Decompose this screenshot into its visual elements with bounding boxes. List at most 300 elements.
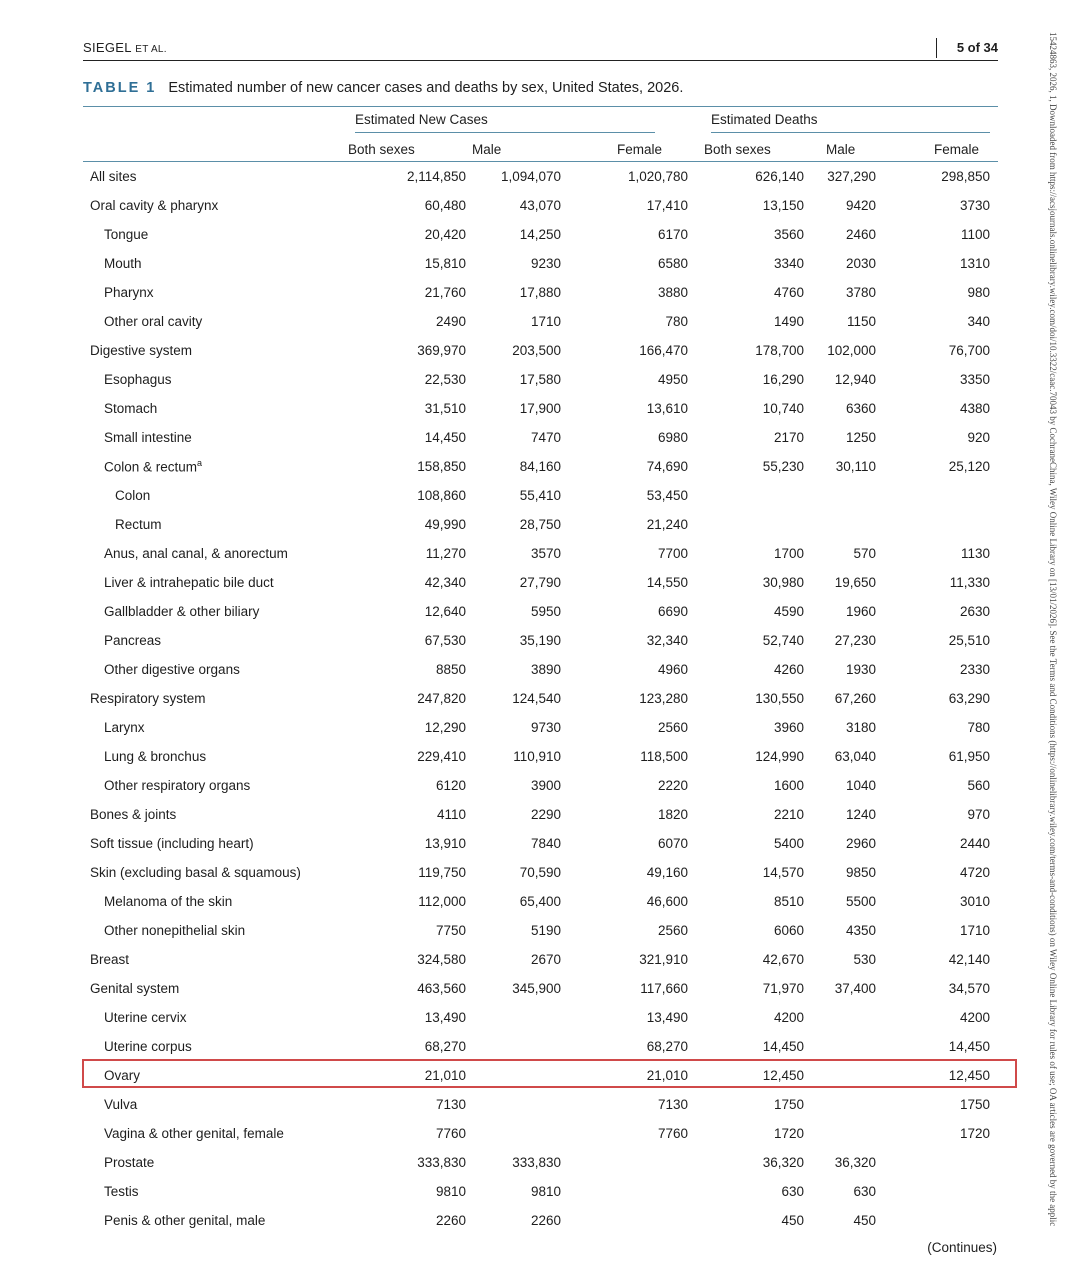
cell-value: 74,690 [646,459,688,474]
row-label: Pancreas [104,633,162,648]
cell-value [898,1177,998,1206]
cell-value: 1710 [959,923,990,938]
table-row [83,684,998,713]
row-label: Soft tissue (including heart) [90,836,254,851]
table-row [83,510,998,539]
cell-value: 55,410 [519,488,561,503]
cell-value: 7130 [657,1097,688,1112]
cell-value: 3010 [959,894,990,909]
cell-value: 13,150 [762,198,804,213]
cell-value: 3960 [773,720,804,735]
cell-value: 52,740 [762,633,804,648]
table-row [83,1119,998,1148]
table-row [83,539,998,568]
cell-value [561,1206,704,1235]
cell-value: 4950 [657,372,688,387]
cell-value: 25,510 [948,633,990,648]
cell-value: 7750 [435,923,466,938]
cell-value: 3180 [845,720,876,735]
cell-value: 60,480 [424,198,466,213]
row-label: Esophagus [104,372,172,387]
row-label: Vagina & other genital, female [104,1126,284,1141]
row-label: Lung & bronchus [104,749,207,764]
cell-value [466,1032,561,1061]
cell-value: 166,470 [639,343,688,358]
cell-value: 63,290 [948,691,990,706]
cell-value: 1720 [773,1126,804,1141]
row-label: Prostate [104,1155,155,1170]
table-row [83,829,998,858]
cell-value [466,1090,561,1119]
cell-value: 324,580 [417,952,466,967]
cell-value: 61,950 [948,749,990,764]
cell-value: 17,580 [519,372,561,387]
cell-value: 13,490 [646,1010,688,1025]
cell-value: 1150 [846,314,876,329]
table-row [83,916,998,945]
cell-value [804,481,898,510]
cell-value: 4380 [959,401,990,416]
cell-value: 12,450 [762,1068,804,1083]
cell-value: 119,750 [418,865,466,880]
column-header-row [83,137,998,162]
cell-value: 63,040 [834,749,876,764]
cell-value: 6120 [435,778,466,793]
table-row [83,858,998,887]
cell-value: 43,070 [519,198,561,213]
cell-value: 27,790 [519,575,561,590]
table-row [83,278,998,307]
cell-value: 3730 [959,198,990,213]
cell-value: 1750 [959,1097,990,1112]
cell-value [804,1003,898,1032]
continues-note: (Continues) [927,1240,997,1255]
row-label: Genital system [90,981,180,996]
table-label: TABLE 1 [83,80,157,96]
cell-value: 8850 [435,662,466,677]
group-header-deaths: Estimated Deaths [711,112,990,133]
column-header-site [83,137,348,162]
cell-value: 630 [781,1184,804,1199]
cell-value: 1040 [845,778,876,793]
cell-value: 9810 [435,1184,466,1199]
cell-value: 14,450 [948,1039,990,1054]
row-label: Pharynx [104,285,154,300]
cell-value: 9850 [845,865,876,880]
cell-value: 1720 [959,1126,990,1141]
cell-value: 2170 [773,430,804,445]
cell-value [704,510,804,539]
cell-value: 17,880 [519,285,561,300]
cell-value [561,1148,704,1177]
cell-value: 1930 [845,662,876,677]
cell-value: 110,910 [513,749,561,764]
cell-value: 11,330 [949,575,990,590]
row-label: Respiratory system [90,691,206,706]
cell-value: 8510 [773,894,804,909]
cell-value [898,1206,998,1235]
cell-value: 5190 [530,923,561,938]
cell-value: 333,830 [512,1155,561,1170]
cell-value: 32,340 [646,633,688,648]
cell-value: 130,550 [755,691,804,706]
cell-value: 13,910 [424,836,466,851]
cell-value: 1250 [845,430,876,445]
table-row [83,887,998,916]
cell-value: 450 [781,1213,804,1228]
running-author: SIEGEL ET AL. [83,40,167,55]
cell-value: 4200 [959,1010,990,1025]
row-label: Colon & rectum$^a$ [104,458,203,475]
cell-value: 36,320 [762,1155,804,1170]
cell-value: 2260 [530,1213,561,1228]
cell-value: 12,450 [948,1068,990,1083]
cell-value [898,1148,998,1177]
row-label: Other oral cavity [104,314,203,329]
cell-value: 1,020,780 [627,169,688,184]
cell-value: 6070 [657,836,688,851]
cell-value: 102,000 [827,343,876,358]
table-row [83,452,998,481]
cell-value [466,1003,561,1032]
cell-value: 158,850 [417,459,466,474]
row-label: Anus, anal canal, & anorectum [104,546,288,561]
cell-value: 14,570 [762,865,804,880]
cell-value: 4260 [773,662,804,677]
cell-value: 2670 [530,952,561,967]
table-row [83,945,998,974]
table-row [83,974,998,1003]
cell-value: 2,114,850 [406,169,466,184]
row-label: Mouth [104,256,142,271]
row-label: Breast [90,952,130,967]
cell-value: 340 [967,314,990,329]
table-row [83,1206,998,1235]
cell-value: 6980 [657,430,688,445]
cell-value: 3560 [773,227,804,242]
cell-value: 11,270 [425,546,466,561]
table-row [83,713,998,742]
cell-value: 36,320 [834,1155,876,1170]
cell-value: 118,500 [640,749,688,764]
column-header-cases-both: Both sexes [348,137,466,162]
cell-value: 780 [967,720,990,735]
cell-value: 124,540 [512,691,561,706]
page-number: 5 of 34 [936,38,998,58]
cell-value: 117,660 [640,981,688,996]
cell-value: 463,560 [417,981,466,996]
cell-value: 9730 [530,720,561,735]
cell-value: 327,290 [827,169,876,184]
cell-value: 7470 [530,430,561,445]
cell-value [561,1177,704,1206]
row-label: Small intestine [104,430,192,445]
cell-value [804,1032,898,1061]
cell-value: 21,240 [646,517,688,532]
row-label: Uterine corpus [104,1039,192,1054]
table-row [83,626,998,655]
cell-value: 14,550 [646,575,688,590]
cell-value: 16,290 [762,372,804,387]
cell-value: 123,280 [639,691,688,706]
cell-value: 7130 [435,1097,466,1112]
cell-value [898,510,998,539]
cell-value: 2290 [530,807,561,822]
cell-value: 780 [665,314,688,329]
cell-value: 30,980 [762,575,804,590]
cell-value: 10,740 [762,401,804,416]
cell-value: 12,290 [424,720,466,735]
cell-value: 42,340 [424,575,466,590]
cell-value: 530 [853,952,876,967]
cell-value: 4760 [773,285,804,300]
cell-value: 55,230 [762,459,804,474]
cell-value: 4720 [959,865,990,880]
cell-value: 6690 [657,604,688,619]
cell-value: 42,670 [762,952,804,967]
cell-value: 20,420 [424,227,466,242]
cell-value: 626,140 [755,169,804,184]
row-label: Gallbladder & other biliary [104,604,260,619]
row-label: Tongue [104,227,149,242]
cell-value: 42,140 [948,952,990,967]
cell-value: 920 [967,430,990,445]
cell-value [804,510,898,539]
cell-value: 7840 [530,836,561,851]
cell-value: 65,400 [519,894,561,909]
cell-value: 112,000 [418,894,466,909]
cell-value: 67,530 [424,633,466,648]
cell-value: 12,940 [834,372,876,387]
cell-value: 68,270 [646,1039,688,1054]
table-row [83,1003,998,1032]
cell-value: 13,610 [646,401,688,416]
cell-value: 2560 [657,720,688,735]
cell-value: 369,970 [417,343,466,358]
cell-value [704,481,804,510]
cell-value: 108,860 [417,488,466,503]
cell-value: 25,120 [948,459,990,474]
table-title: Estimated number of new cancer cases and deaths by sex, United States, 2026. [168,80,684,96]
column-header-deaths-female: Female [898,137,998,162]
cell-value: 67,260 [834,691,876,706]
row-label: Rectum [115,517,162,532]
row-label: Digestive system [90,343,193,358]
cell-value: 21,760 [424,285,466,300]
cell-value: 1,094,070 [500,169,561,184]
row-label: Oral cavity & pharynx [90,198,219,213]
cell-value: 13,490 [424,1010,466,1025]
table-row [83,249,998,278]
cell-value: 3880 [657,285,688,300]
cell-value: 17,900 [519,401,561,416]
row-label: Uterine cervix [104,1010,187,1025]
cell-value: 7760 [657,1126,688,1141]
table-row [83,423,998,452]
cell-value: 4350 [845,923,876,938]
cell-value: 6170 [657,227,688,242]
row-label: All sites [90,169,137,184]
cell-value: 28,750 [519,517,561,532]
cell-value: 298,850 [941,169,990,184]
cell-value: 84,160 [519,459,561,474]
cell-value: 1820 [657,807,688,822]
row-label: Bones & joints [90,807,177,822]
download-notice-text: 15424863, 2026, 1, Downloaded from https://acsjournals.onlinelibrary.wiley.com/doi/10.3322/caac.70043 by CochraneChina, Wiley Online Library on [13/01/2026]. See the Terms and Conditions (https://onlinelibrary.wiley.com/terms-and-conditions) on Wiley Online Library for rules of use; OA articles are governed by the applic [1048,32,1058,1227]
cell-value: 3890 [530,662,561,677]
cell-value: 2460 [845,227,876,242]
table-row [83,771,998,800]
table-row [83,307,998,336]
row-label: Ovary [104,1068,141,1083]
table-row [83,742,998,771]
table-row [83,1177,998,1206]
cell-value: 450 [853,1213,876,1228]
cell-value: 21,010 [424,1068,466,1083]
cell-value: 15,810 [424,256,466,271]
cell-value: 2630 [959,604,990,619]
download-notice-sidebar [1048,32,1062,1262]
cell-value: 31,510 [424,401,466,416]
cell-value: 970 [967,807,990,822]
cell-value: 3900 [530,778,561,793]
ovary-row-highlight [82,1059,1017,1088]
cell-value: 2960 [845,836,876,851]
cell-value: 37,400 [834,981,876,996]
cell-value: 333,830 [417,1155,466,1170]
cell-value: 203,500 [512,343,561,358]
row-label: Skin (excluding basal & squamous) [90,865,301,880]
cell-value: 2330 [959,662,990,677]
cell-value: 30,110 [835,459,876,474]
cell-value: 34,570 [948,981,990,996]
cell-value: 2030 [845,256,876,271]
cell-value: 35,190 [519,633,561,648]
table-row [83,655,998,684]
row-label: Colon [115,488,151,503]
table-row [83,191,998,220]
table-row [83,394,998,423]
cell-value: 6360 [845,401,876,416]
cell-value: 7700 [657,546,688,561]
table-row [83,220,998,249]
cell-value: 178,700 [755,343,804,358]
cell-value: 4110 [436,807,466,822]
table-caption [83,80,998,107]
cell-value: 3350 [959,372,990,387]
row-label: Testis [104,1184,139,1199]
cell-value: 49,160 [646,865,688,880]
cell-value: 1700 [773,546,804,561]
table-row [83,162,998,192]
cell-value: 49,990 [424,517,466,532]
cell-value: 21,010 [646,1068,688,1083]
cell-value: 1710 [530,314,561,329]
table-row [83,481,998,510]
cell-value: 2560 [657,923,688,938]
cell-value: 2210 [773,807,804,822]
row-label: Other nonepithelial skin [104,923,246,938]
cell-value: 5500 [845,894,876,909]
cell-value: 14,450 [424,430,466,445]
cell-value: 1130 [960,546,990,561]
cell-value: 2260 [435,1213,466,1228]
cell-value: 3570 [530,546,561,561]
cell-value: 229,410 [417,749,466,764]
cell-value: 2490 [435,314,466,329]
cell-value: 14,250 [519,227,561,242]
cell-value: 14,450 [762,1039,804,1054]
cell-value: 7760 [435,1126,466,1141]
cell-value: 9420 [845,198,876,213]
cell-value: 22,530 [424,372,466,387]
table-row [83,800,998,829]
group-header-cases: Estimated New Cases [355,112,655,133]
cell-value: 4200 [773,1010,804,1025]
column-header-deaths-male: Male [804,137,898,162]
running-header [83,38,998,61]
cell-value: 27,230 [834,633,876,648]
cell-value: 630 [853,1184,876,1199]
cell-value: 17,410 [646,198,688,213]
cell-value: 124,990 [755,749,804,764]
column-header-deaths-both: Both sexes [704,137,804,162]
footnote-marker: a [197,458,203,469]
cell-value: 4590 [773,604,804,619]
table-row [83,1090,998,1119]
cell-value: 19,650 [834,575,876,590]
column-header-cases-male: Male [466,137,561,162]
cell-value: 6060 [773,923,804,938]
row-label: Liver & intrahepatic bile duct [104,575,274,590]
cell-value: 2440 [959,836,990,851]
table-row [83,597,998,626]
cell-value: 5400 [773,836,804,851]
cell-value: 9230 [530,256,561,271]
cell-value: 53,450 [646,488,688,503]
row-label: Stomach [104,401,158,416]
cell-value: 68,270 [424,1039,466,1054]
cell-value: 345,900 [512,981,561,996]
row-label: Penis & other genital, male [104,1213,266,1228]
cell-value [804,1090,898,1119]
table-row [83,1032,998,1061]
cell-value: 570 [853,546,876,561]
cell-value [898,481,998,510]
row-label: Vulva [104,1097,138,1112]
cell-value: 70,590 [519,865,561,880]
cell-value: 1600 [773,778,804,793]
cell-value: 1310 [959,256,990,271]
cell-value: 9810 [530,1184,561,1199]
table-row [83,365,998,394]
table-row [83,336,998,365]
row-label: Other respiratory organs [104,778,251,793]
column-header-cases-female: Female [561,137,704,162]
cell-value [804,1119,898,1148]
cell-value: 3340 [773,256,804,271]
cell-value: 4960 [657,662,688,677]
table-row [83,568,998,597]
cell-value: 560 [967,778,990,793]
cell-value [466,1119,561,1148]
cell-value: 1240 [845,807,876,822]
cell-value: 2220 [657,778,688,793]
cell-value: 1490 [773,314,804,329]
cell-value: 6580 [657,256,688,271]
row-label: Larynx [104,720,145,735]
cell-value: 321,910 [639,952,688,967]
